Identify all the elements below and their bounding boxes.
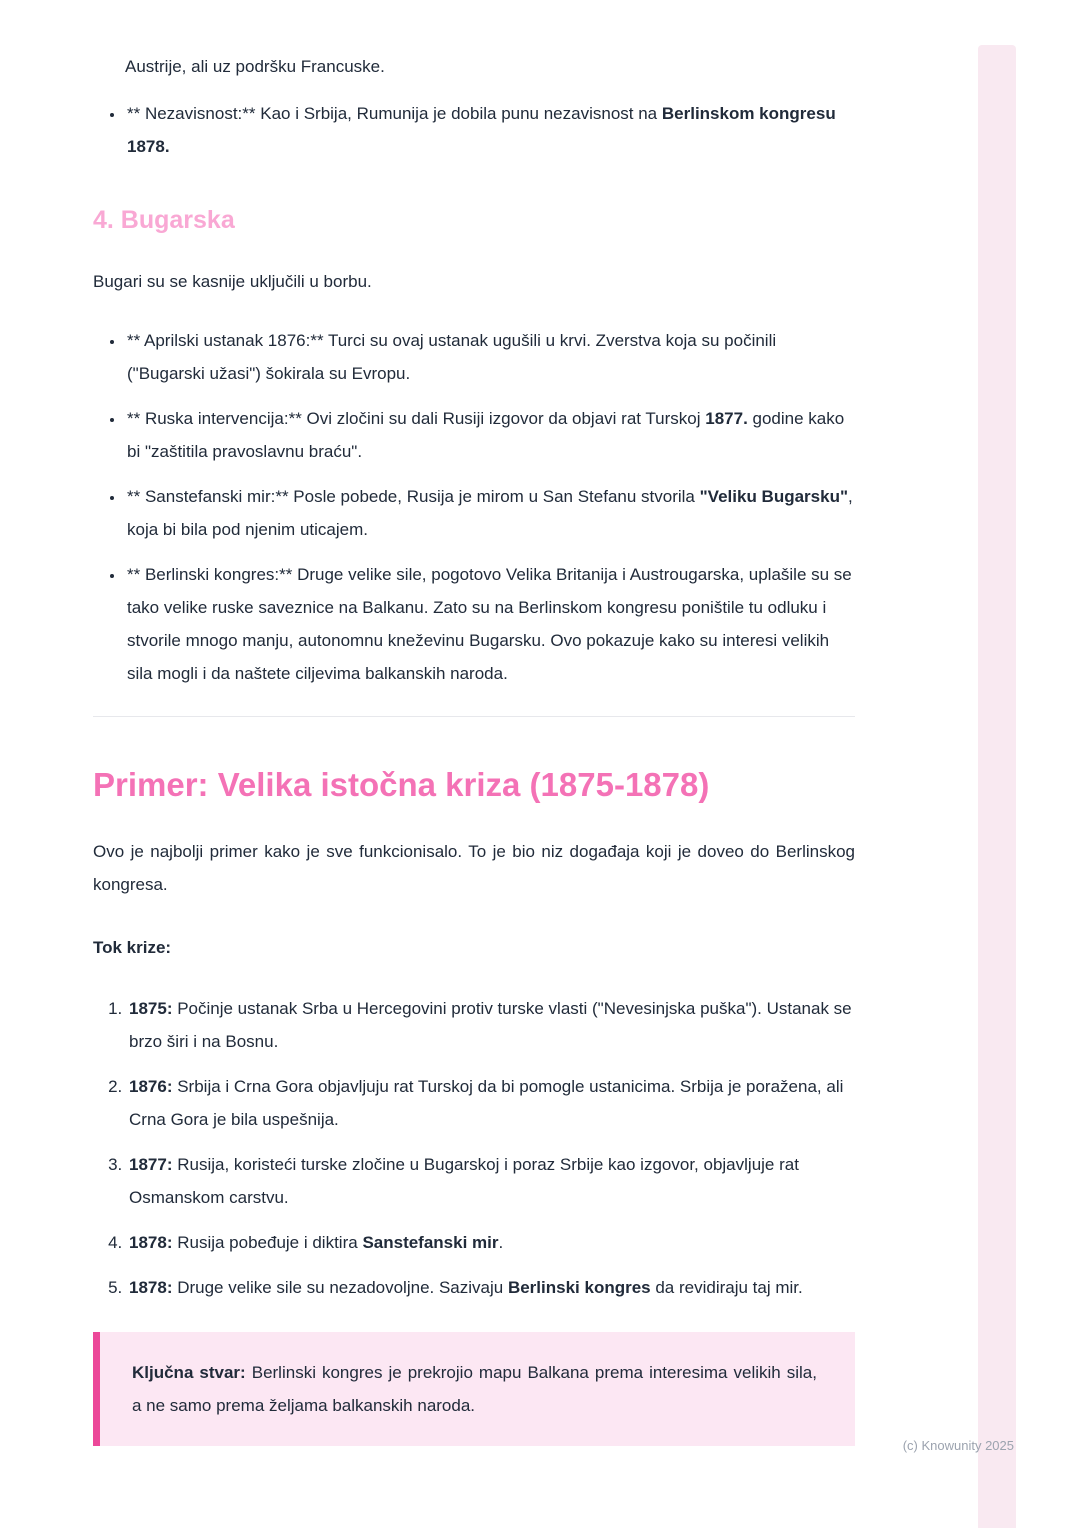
bold-text: 1878: bbox=[129, 1278, 173, 1297]
text: Počinje ustanak Srba u Hercegovini protiv turske vlasti ("Nevesinjska puška"). Ustanak se brzo širi i na Bosnu. bbox=[129, 999, 852, 1051]
bold-text: Sanstefanski mir bbox=[362, 1233, 499, 1252]
bold-text: Ključna stvar: bbox=[132, 1363, 246, 1382]
callout-text bbox=[132, 1356, 817, 1422]
list-item bbox=[125, 97, 855, 163]
list-item bbox=[125, 480, 855, 546]
bold-text: "Veliku Bugarsku" bbox=[699, 487, 849, 506]
bold-text: 1878: bbox=[129, 1233, 173, 1252]
text: . bbox=[498, 1233, 504, 1252]
text: Austrije, ali uz podršku Francuske. bbox=[125, 57, 385, 76]
section-divider bbox=[93, 716, 855, 717]
section-heading-bugarska: 4. Bugarska bbox=[93, 206, 235, 234]
paragraph-bugarska-intro bbox=[93, 265, 855, 298]
bullet-list-top bbox=[93, 97, 855, 163]
list-item bbox=[125, 402, 855, 468]
text: Ovo je najbolji primer kako je sve funkcionisalo. To je bio niz događaja koji je doveo do Berlinskog kongresa. bbox=[93, 842, 855, 894]
text: ** Aprilski ustanak 1876:** Turci su ovaj ustanak ugušili u krvi. Zverstva koja su počinili ("Bugarski užasi") šokirala su Evropu. bbox=[127, 331, 777, 383]
bold-text: 1877: bbox=[129, 1155, 173, 1174]
text: da revidiraju taj mir. bbox=[650, 1278, 803, 1297]
bold-text: 1877. bbox=[705, 409, 748, 428]
text: Srbija i Crna Gora objavljuju rat Turskoj da bi pomogle ustanicima. Srbija je poražena, ali Crna Gora je bila uspešnija. bbox=[129, 1077, 844, 1129]
bold-text: Berlinski kongres bbox=[507, 1278, 651, 1297]
text: , koja bi bila pod njenim uticajem. bbox=[127, 487, 853, 539]
document-content bbox=[93, 50, 855, 1446]
list-item bbox=[125, 324, 855, 390]
key-point-callout bbox=[93, 1332, 855, 1446]
paragraph-continuation bbox=[125, 50, 855, 83]
paragraph-primer-intro bbox=[93, 835, 855, 901]
list-item bbox=[127, 1271, 855, 1304]
scrollbar-track[interactable] bbox=[978, 45, 1016, 1528]
subheading-tok-krize: Tok krize: bbox=[93, 938, 172, 957]
page-heading-primer: Primer: Velika istočna kriza (1875-1878) bbox=[93, 766, 710, 803]
text: Rusija pobeđuje i diktira bbox=[172, 1233, 363, 1252]
text: Bugari su se kasnije uključili u borbu. bbox=[93, 272, 372, 291]
list-item bbox=[127, 1070, 855, 1136]
bold-text: 1875: bbox=[129, 999, 173, 1018]
text: ** Ruska intervencija:** Ovi zločini su dali Rusiji izgovor da objavi rat Turskoj bbox=[127, 409, 706, 428]
text: Rusija, koristeći turske zločine u Bugarskoj i poraz Srbije kao izgovor, objavljuje rat Osmanskom carstvu. bbox=[129, 1155, 799, 1207]
bullet-list-bugarska bbox=[93, 324, 855, 690]
text: Berlinski kongres je prekrojio mapu Balkana prema interesima velikih sila, a ne samo prema željama balkanskih naroda. bbox=[132, 1363, 817, 1415]
text: godine kako bi "zaštitila pravoslavnu braću". bbox=[127, 409, 845, 461]
list-item bbox=[127, 992, 855, 1058]
text: ** Sanstefanski mir:** Posle pobede, Rusija je mirom u San Stefanu stvorila bbox=[127, 487, 700, 506]
bold-text: Berlinskom kongresu 1878. bbox=[127, 104, 836, 156]
text: ** Berlinski kongres:** Druge velike sile, pogotovo Velika Britanija i Austrougarska, uplašile su se tako velike ruske saveznice na Balkanu. Zato su na Berlinskom kongresu poništile tu odluku i stvorile mnogo manju, autonomnu kneževinu Bugarsku. Ovo pokazuje kako su interesi velikih sila mogli i da naštete ciljevima balkanskih naroda. bbox=[127, 565, 852, 683]
text: ** Nezavisnost:** Kao i Srbija, Rumunija je dobila punu nezavisnost na bbox=[127, 104, 662, 123]
list-item bbox=[125, 558, 855, 690]
list-item bbox=[127, 1226, 855, 1259]
copyright-notice: (c) Knowunity 2025 bbox=[902, 1438, 1014, 1453]
text: Druge velike sile su nezadovoljne. Sazivaju bbox=[172, 1278, 508, 1297]
list-item bbox=[127, 1148, 855, 1214]
numbered-list-crisis-timeline bbox=[93, 992, 855, 1304]
bold-text: 1876: bbox=[129, 1077, 173, 1096]
